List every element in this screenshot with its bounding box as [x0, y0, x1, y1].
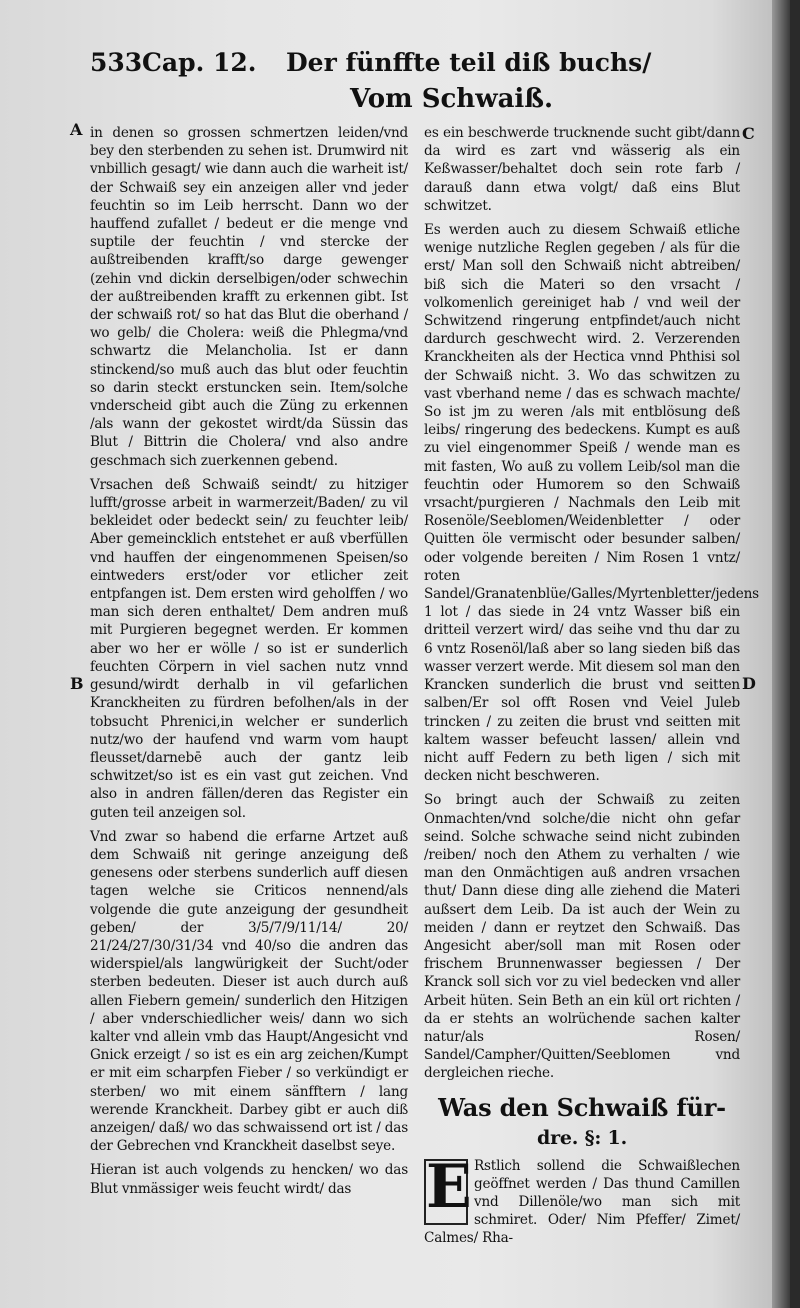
page-number: 533	[90, 48, 143, 77]
paragraph: in denen so grossen schmertzen leiden/vnd bey den sterbenden zu sehen ist. Drumwird nit vnbillich gesagt/ wie dann auch die warheit ist/ der Schwaiß sey ein anzeigen aller vnd jeder feuchtin so im Leib herrscht. Dann wo der hauffend zufallet / bedeut er die menge vnd suptile der feuchtin / vnd stercke der außtreibenden krafft/so darge gewenger (zehin vnd dickin derselbigen/oder schwechin der außtreibenden krafft zu erkennen gibt. Ist der schwaiß rot/ so hat das Blut die oberhand / wo gelb/ die Cholera: weiß die Phlegma/vnd schwartz die Melancholia. Ist er dann stinckend/so muß auch das blut oder feuchtin so darin steckt erstuncken sein. Item/solche vnderscheid gibt auch die Züng zu erkennen /als wann der gekostet wirdt/da Süssin das Blut / Bittrin die Cholera/ vnd also andre geschmach sich zuerkennen gebend.	[90, 125, 408, 469]
paragraph: Vnd zwar so habend die erfarne Artzet auß dem Schwaiß nit geringe anzeigung deß genesens oder sterbens sunderlich auff diesen tagen welche sie Criticos nennend/als volgende die gute anzeigung der gesundheit geben/ der 3/5/7/9/11/14/ 20/ 21/24/27/30/31/34 vnd 40/so die andren das widerspiel/als langwürigkeit der Sucht/oder sterben bedeuten. Dieser ist auch durch auß allen Fiebern gemein/ sunderlich den Hitzigen / aber vnderschiedlicher weis/ dann wo sich kalter vnd allein vmb das Haupt/Angesicht vnd Gnick erzeigt / so ist es ein arg zeichen/Kumpt er mit eim scharpfen Fieber / so verkündigt er sterben/ wo mit einem sänfftern / lang werende Kranckheit. Darbey gibt er auch diß anzeigen/ daß/ wo das schwaissend ort ist / das der Gebrechen vnd Kranckheit daselbst seye.	[90, 828, 408, 1155]
section-paragraph	[424, 1151, 740, 1248]
chapter-label: Cap. 12.	[142, 48, 257, 77]
margin-marker-c: C	[742, 124, 755, 143]
left-column	[90, 124, 408, 1204]
margin-marker-b: B	[70, 674, 84, 693]
section-heading: Was den Schwaiß für-	[438, 1092, 726, 1122]
paragraph: So bringt auch der Schwaiß zu zeiten Onmachten/vnd solche/die nicht ohn gefar seind. Solche schwache seind nicht zubinden /reiben/ noch den Athem zu verhalten / wie man den Onmächtigen auß andren vrsachen thut/ Dann diese ding alle ziehend die Materi außsert dem Leib. Da ist auch der Wein zu meiden / dann er reytzet den Schwaiß. Das Angesicht aber/soll man mit Rosen oder frischem Brunnenwasser begiessen / Der Kranck soll sich vor zu viel bedecken vnd aller Arbeit hüten. Sein Beth an ein kül ort richten / da er stehts an wolrüchende sachen kalter natur/als Rosen/ Sandel/Campher/Quitten/Seeblomen vnd dergleichen rieche.	[424, 792, 740, 1082]
header-title: Der fünffte teil diß buchs/	[286, 48, 652, 77]
margin-marker-a: A	[70, 120, 83, 139]
page-subtitle: Vom Schwaiß.	[350, 84, 554, 114]
right-column	[424, 124, 759, 1254]
section-subheading: dre. §: 1.	[536, 1126, 627, 1149]
margin-marker-d: D	[742, 674, 756, 693]
paragraph: Es werden auch zu diesem Schwaiß etliche wenige nutzliche Reglen gegeben / als für die erst/ Man soll den Schwaiß nicht abtreiben/ biß sich die Materi so den vrsacht / volkomenlich gereiniget hab / vnd weil der Schwitzend ringerung entpfindet/auch nicht dardurch geschwecht wird. 2. Verzerenden Kranckheiten als der Hectica vnnd Phthisi sol der Schwaiß nicht. 3. Wo das schwitzen zu vast vberhand neme / das es schwach machte/ So ist jm zu weren /als mit entblösung deß leibs/ ringerung des bedeckens. Kumpt es auß zu viel eingenommer Speiß / wende man es mit fasten, Wo auß zu vollem Leib/sol man die feuchtin oder Humorem so den Schwaiß vrsacht/purgieren / Nachmals den Leib mit Rosenöle/Seeblomen/Weidenbletter / oder Quitten öle vermischt oder besunder salben/ oder volgende bereiten / Nim Rosen 1 vntz/ roten Sandel/Granatenblüe/Galles/Myrtenbletter/jedens 1 lot / das siede in 24 vntz Wasser biß ein dritteil verzert wird/ das seihe vnd thu dar zu 6 vntz Rosenöl/laß aber so lang sieden biß das wasser verzert werde. Mit diesem sol man den Krancken sunderlich die brust vnd seitten salben/Er sol offt Rosen vnd Veiel Juleb trincken / zu zeiten die brust vnd seitten mit kaltem wasser befeucht lassen/ allein vnd nicht auff Federn zu beth ligen / sich mit decken nicht beschweren.	[424, 222, 759, 785]
paragraph: es ein beschwerde trucknende sucht gibt/dann da wird es zart vnd wässerig als ein Keßwasser/behaltet doch sein rote farb / darauß dann etwa volgt/ daß eins Blut schwitzet.	[424, 125, 740, 214]
drop-cap: E	[424, 1159, 468, 1225]
paragraph: Vrsachen deß Schwaiß seindt/ zu hitziger lufft/grosse arbeit in warmerzeit/Baden/ zu vil bekleidet oder bedeckt sein/ zu feuchter leib/ Aber gemeincklich entstehet er auß vberfüllen vnd hauffen der eingenommenen Speisen/so eintweders erst/oder vor etlicher zeit entpfangen ist. Dem ersten wird geholffen / wo man sich deren enthaltet/ Dem andren muß mit Purgieren begegnet werden. Er kommen aber wo her er wölle / so ist er sunderlich feuchten Cörpern in viel sachen nutz vnnd gesund/wirdt derhalb in vil gefarlichen Kranckheiten zu fürdren befolhen/als in der tobsucht Phrenici,in welcher er sunderlich nutz/wo der haufend vnd warm vom haupt fleusset/darnebē auch der gantz leib schwitzet/so ist es ein vast gut zeichen. Vnd also in andren fällen/deren das Register ein guten teil anzeigen sol.	[90, 476, 408, 821]
running-header	[90, 42, 730, 82]
section-text: Rstlich sollend die Schwaißlechen geöffnet werden / Das thund Camillen vnd Dillenöle/wo man sich mit schmiret. Oder/ Nim Pfeffer/ Zimet/ Calmes/ Rha-	[424, 1157, 740, 1247]
paragraph: Hieran ist auch volgends zu hencken/ wo das Blut vnmässiger weis feucht wirdt/ das	[90, 1162, 408, 1197]
page-edge-shadow	[772, 0, 790, 1308]
